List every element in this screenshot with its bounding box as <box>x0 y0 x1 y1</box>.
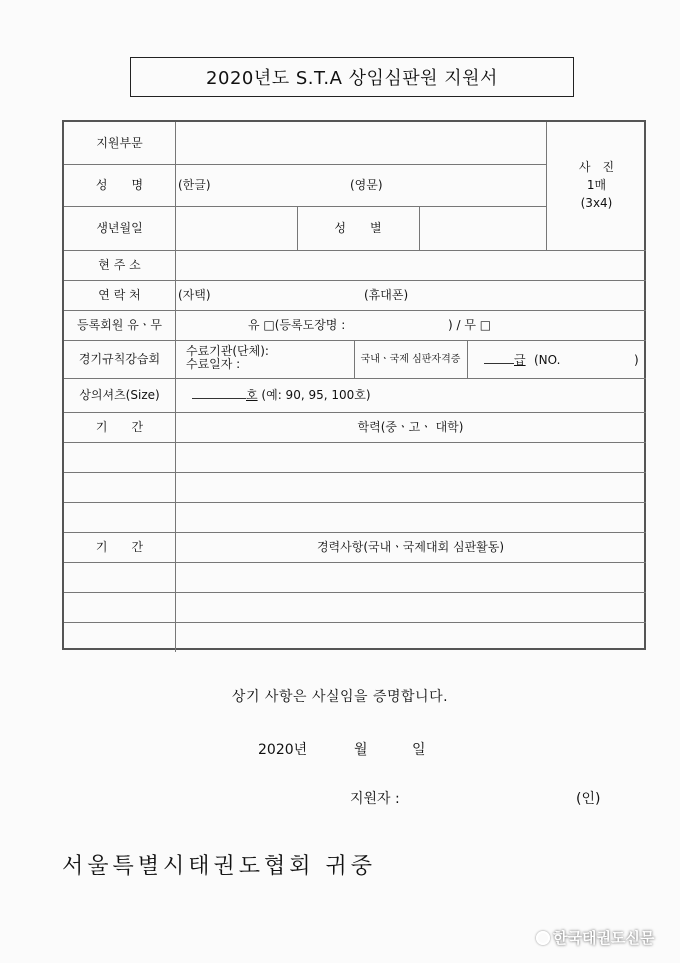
cert-label: 국내ㆍ국제 심판자격증 <box>360 354 461 365</box>
row-line <box>64 472 646 473</box>
membership-no-option[interactable]: ) / 무 □ <box>448 318 492 332</box>
education-period-label: 기 간 <box>95 420 144 434</box>
form-title: 2020년도 S.T.A 상임심판원 지원서 <box>130 57 574 97</box>
address-field[interactable] <box>176 251 645 280</box>
row-line <box>64 340 646 341</box>
row-line <box>64 502 646 503</box>
grade-unit: 급 <box>514 353 526 367</box>
gender-label: 성 별 <box>334 221 382 235</box>
row-line <box>64 532 646 533</box>
organization-name: 서울특별시태권도협회 귀중 <box>62 854 377 879</box>
training-institution: 수료기관(단체): <box>186 344 269 358</box>
address-label: 현 주 소 <box>98 258 141 272</box>
grade-blank <box>484 363 514 364</box>
contact-mobile-field[interactable]: (휴대폰) <box>364 288 409 302</box>
membership-label: 등록회원 유ㆍ무 <box>77 318 162 332</box>
birth-label: 생년월일 <box>96 221 143 235</box>
training-details[interactable] <box>186 345 269 371</box>
row-line <box>64 622 646 623</box>
contact-label: 연 락 처 <box>98 288 141 302</box>
name-korean-field[interactable]: (한글) <box>178 178 211 192</box>
photo-box[interactable] <box>547 158 646 212</box>
shirt-size-unit: 호 <box>246 388 258 402</box>
newspaper-watermark <box>536 927 654 948</box>
row-line <box>64 562 646 563</box>
career-period-label: 기 간 <box>95 540 144 554</box>
name-label: 성 명 <box>95 178 144 192</box>
photo-line-1: 사 진 <box>578 160 615 174</box>
application-form-table <box>62 120 646 650</box>
name-english-field[interactable]: (영문) <box>350 178 383 192</box>
date-year: 2020년 <box>258 742 308 758</box>
shirt-label: 상의셔츠(Size) <box>79 388 160 402</box>
cert-number-field[interactable]: (NO. <box>534 353 561 367</box>
career-header: 경력사항(국내ㆍ국제대회 심판활동) <box>316 540 505 554</box>
gender-field[interactable] <box>420 207 546 250</box>
applicant-label: 지원자 : <box>350 791 400 807</box>
certification-statement: 상기 사항은 사실임을 증명합니다. <box>231 689 449 705</box>
date-month: 월 <box>354 742 368 758</box>
row-line <box>64 592 646 593</box>
cert-number-close: ) <box>634 353 639 367</box>
membership-yes-option[interactable]: 유 □(등록도장명 : <box>248 318 346 332</box>
training-label: 경기규칙강습회 <box>78 352 161 366</box>
shirt-size-example: (예: 90, 95, 100호) <box>261 388 371 402</box>
cert-grade-field[interactable] <box>484 353 526 367</box>
photo-line-3: (3x4) <box>580 196 613 210</box>
education-header: 학력(중ㆍ고ㆍ 대학) <box>357 420 464 434</box>
row-line <box>64 310 646 311</box>
row-line <box>64 442 646 443</box>
watermark-logo-icon <box>536 931 550 945</box>
watermark-text: 한국태권도신문 <box>553 929 655 947</box>
photo-line-2: 1매 <box>586 178 607 192</box>
contact-home-field[interactable]: (자택) <box>178 288 211 302</box>
shirt-size-field[interactable] <box>192 388 371 402</box>
applicant-seal: (인) <box>576 791 601 807</box>
row-line <box>64 378 646 379</box>
date-day: 일 <box>412 742 426 758</box>
department-label: 지원부문 <box>96 136 143 150</box>
department-field[interactable] <box>176 123 545 164</box>
row-line <box>64 164 546 165</box>
training-date: 수료일자 : <box>186 357 241 371</box>
shirt-size-blank <box>192 398 246 399</box>
row-line <box>64 280 646 281</box>
row-line <box>64 412 646 413</box>
cert-label-right-divider <box>467 340 468 378</box>
birth-field[interactable] <box>176 207 297 250</box>
